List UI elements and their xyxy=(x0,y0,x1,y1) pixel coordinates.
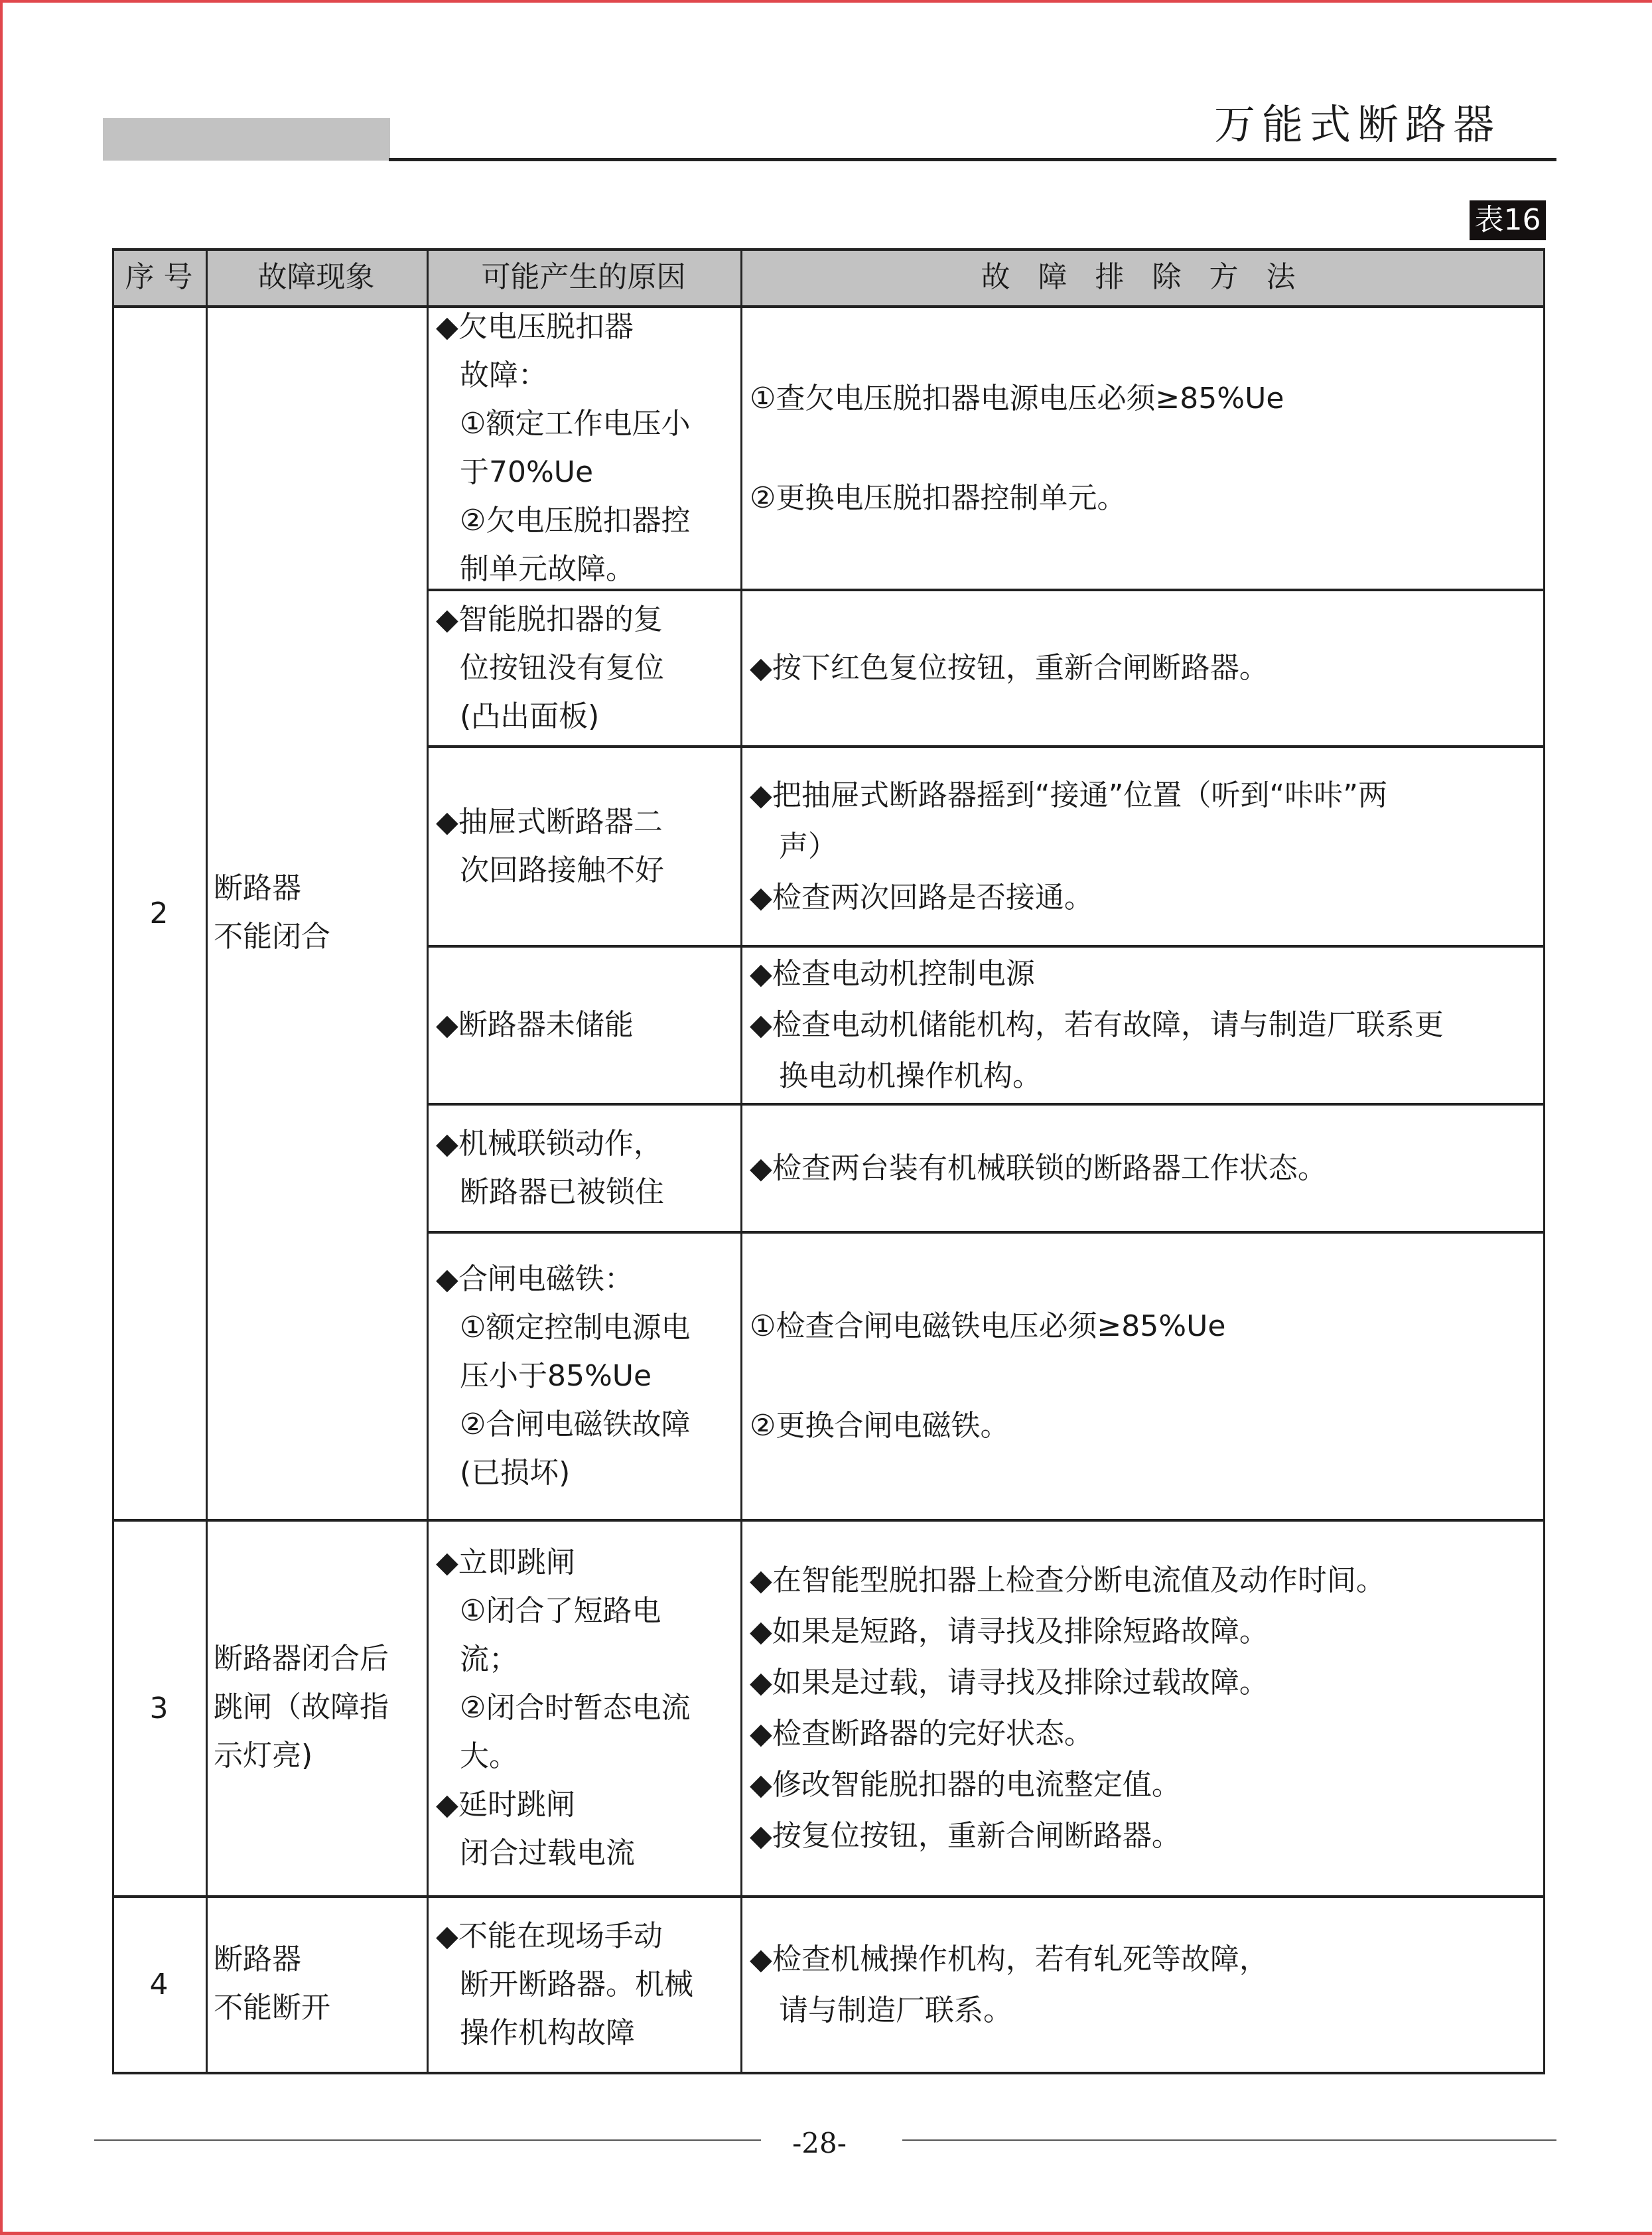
fix-text: 请与制造厂联系。 xyxy=(779,1993,1012,2027)
fix-text: ◆检查断路器的完好状态。 xyxy=(750,1717,1093,1751)
cause-text: ②合闸电磁铁故障 xyxy=(460,1407,691,1441)
symptom-text: 断路器 xyxy=(214,871,301,905)
sub-row-divider xyxy=(427,589,1545,591)
header-rule xyxy=(389,158,1556,161)
group-bottom-border xyxy=(112,1519,1545,1522)
fix-text: 声） xyxy=(779,829,837,863)
row-number: 4 xyxy=(149,1968,169,2001)
cause-text: 操作机构故障 xyxy=(460,2015,635,2050)
symptom-text: 跳闸（故障指 xyxy=(214,1690,389,1724)
fix-text: ◆按复位按钮，重新合闸断路器。 xyxy=(750,1819,1181,1853)
cause-text: (凸出面板) xyxy=(460,699,600,733)
group-bottom-border xyxy=(112,1895,1545,1898)
column-divider xyxy=(112,248,114,2073)
cause-text: 大。 xyxy=(460,1739,518,1773)
header-bottom-border xyxy=(112,305,1545,308)
row-number: 3 xyxy=(149,1691,169,1725)
cause-text: ◆机械联锁动作， xyxy=(436,1126,663,1161)
column-divider xyxy=(740,248,742,2073)
table-top-border xyxy=(112,248,1545,251)
fix-text: ◆如果是短路，请寻找及排除短路故障。 xyxy=(750,1615,1269,1648)
fix-text: ◆修改智能脱扣器的电流整定值。 xyxy=(750,1768,1181,1802)
cause-text: ②闭合时暂态电流 xyxy=(460,1691,691,1725)
footer-rule-right xyxy=(902,2139,1556,2141)
header-gray-bar xyxy=(103,118,390,161)
page-border-left xyxy=(0,0,3,2235)
fix-text: ◆按下红色复位按钮，重新合闸断路器。 xyxy=(750,651,1269,685)
table-number-tag: 表16 xyxy=(1470,200,1546,240)
cause-text: 位按钮没有复位 xyxy=(460,650,664,685)
cause-text: 次回路接触不好 xyxy=(460,853,664,887)
symptom-text: 断路器 xyxy=(214,1942,301,1976)
sub-row-divider xyxy=(427,1103,1545,1106)
symptom-text: 不能断开 xyxy=(214,1991,330,2025)
column-header-cause: 可能产生的原因 xyxy=(481,260,686,294)
fix-text: ◆检查电动机控制电源 xyxy=(750,957,1035,991)
group-bottom-border xyxy=(112,2072,1545,2074)
fix-text: ◆检查电动机储能机构，若有故障，请与制造厂联系更 xyxy=(750,1008,1444,1042)
cause-text: ◆合闸电磁铁： xyxy=(436,1262,634,1296)
sub-row-divider xyxy=(427,745,1545,748)
cause-text: ②欠电压脱扣器控 xyxy=(460,503,691,538)
footer-rule-left xyxy=(94,2139,761,2141)
fix-text: ◆检查机械操作机构，若有轧死等故障， xyxy=(750,1942,1269,1976)
column-divider xyxy=(427,248,429,2073)
sub-row-divider xyxy=(427,1231,1545,1234)
cause-text: 故障： xyxy=(460,358,547,392)
cause-text: 断路器已被锁住 xyxy=(460,1175,664,1209)
cause-text: 闭合过载电流 xyxy=(460,1836,635,1870)
cause-text: (已损坏) xyxy=(460,1455,571,1490)
cause-text: 制单元故障。 xyxy=(460,551,635,586)
cause-text: ◆不能在现场手动 xyxy=(436,1918,663,1953)
page-number: -28- xyxy=(792,2127,847,2159)
fix-text: ①查欠电压脱扣器电源电压必须≥85%Ue xyxy=(750,381,1284,415)
cause-text: ◆欠电压脱扣器 xyxy=(436,309,634,344)
cause-text: ◆抽屉式断路器二 xyxy=(436,804,663,839)
cause-text: 压小于85%Ue xyxy=(460,1358,652,1393)
fault-table xyxy=(112,248,1545,2073)
fix-text: ◆把抽屉式断路器摇到“接通”位置（听到“咔咔”两 xyxy=(750,778,1388,812)
fix-text: ◆在智能型脱扣器上检查分断电流值及动作时间。 xyxy=(750,1563,1385,1597)
cause-text: ◆智能脱扣器的复 xyxy=(436,602,663,636)
symptom-text: 示灯亮) xyxy=(214,1739,313,1772)
column-divider xyxy=(206,248,208,2073)
sub-row-divider xyxy=(427,945,1545,948)
symptom-text: 断路器闭合后 xyxy=(214,1642,389,1676)
page-border-bottom xyxy=(0,2232,1652,2235)
column-header-fix: 故 障 排 除 方 法 xyxy=(981,260,1305,294)
fix-text: ◆检查两次回路是否接通。 xyxy=(750,880,1093,914)
column-header-symptom: 故障现象 xyxy=(257,260,375,294)
fix-text: ②更换合闸电磁铁。 xyxy=(750,1409,1010,1443)
document-title: 万能式断路器 xyxy=(1214,100,1501,149)
column-divider xyxy=(1543,248,1545,2073)
fix-text: ②更换电压脱扣器控制单元。 xyxy=(750,480,1127,515)
symptom-text: 不能闭合 xyxy=(214,919,330,954)
fix-text: ◆如果是过载，请寻找及排除过载故障。 xyxy=(750,1666,1269,1699)
cause-text: 流； xyxy=(460,1642,518,1676)
cause-text: 于70%Ue xyxy=(460,455,594,489)
row-number: 2 xyxy=(149,896,169,930)
cause-text: ◆断路器未储能 xyxy=(436,1007,634,1042)
column-header-no: 序 号 xyxy=(125,260,193,294)
fix-text: ◆检查两台装有机械联锁的断路器工作状态。 xyxy=(750,1151,1327,1185)
fix-text: 换电动机操作机构。 xyxy=(779,1059,1042,1093)
cause-text: 断开断路器。机械 xyxy=(460,1967,693,2001)
cause-text: ①额定工作电压小 xyxy=(460,406,691,441)
cause-text: ◆延时跳闸 xyxy=(436,1788,575,1822)
fix-text: ①检查合闸电磁铁电压必须≥85%Ue xyxy=(750,1309,1226,1343)
cause-text: ◆立即跳闸 xyxy=(436,1546,575,1579)
cause-text: ①额定控制电源电 xyxy=(460,1310,691,1344)
cause-text: ①闭合了短路电 xyxy=(460,1594,661,1628)
page-border-top xyxy=(0,0,1652,3)
